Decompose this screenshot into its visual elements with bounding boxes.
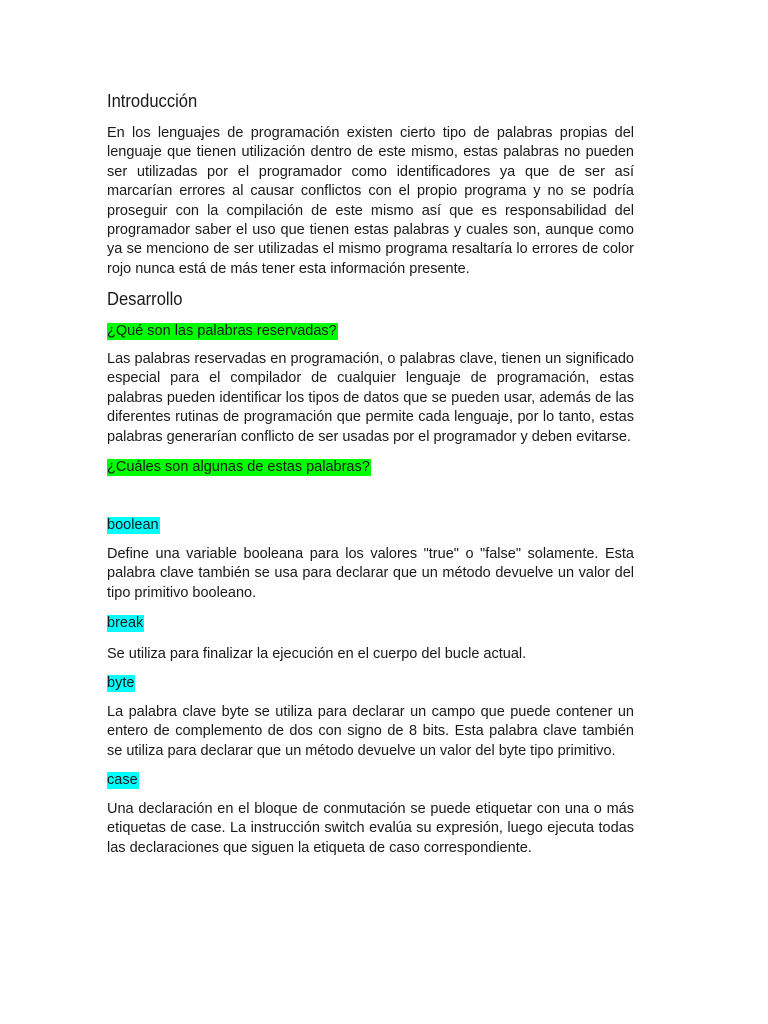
keyword-case-description: Una declaración en el bloque de conmutación se puede etiquetar con una o más etiquetas de case. La instrucción switch evalúa su expresión, luego ejecuta todas las declaraciones que siguen la etiqueta de caso correspondiente.	[107, 801, 634, 856]
question-highlight-text: ¿Qué son las palabras reservadas?	[107, 323, 337, 339]
keyword-case	[107, 771, 139, 790]
reserved-words-definition: Las palabras reservadas en programación, o palabras clave, tienen un significado especial para el compilador de cualquier lenguaje de programación, estas palabras pueden identificar los tipos de datos que se pueden usar, además de las diferentes rutinas de programación que permite cada lenguaje, por lo tanto, estas palabras generarían conflicto de ser usadas por el programador y deben evitarse.	[107, 351, 634, 445]
keyword-byte	[107, 674, 135, 693]
intro-heading: Introducción	[107, 91, 198, 111]
question-highlight-text: ¿Cuáles son algunas de estas palabras?	[107, 459, 370, 475]
development-heading: Desarrollo	[107, 289, 183, 309]
keyword-break-description: Se utiliza para finalizar la ejecución en el cuerpo del bucle actual.	[107, 646, 527, 662]
question-which-words	[107, 458, 371, 477]
keyword-term: boolean	[107, 517, 159, 533]
keyword-break	[107, 614, 144, 633]
question-what-are-reserved-words	[107, 322, 338, 341]
intro-paragraph: En los lenguajes de programación existen cierto tipo de palabras propias del lenguaje que tienen utilización dentro de este mismo, estas palabras no pueden ser utilizadas por el programador como identificadores ya que de ser así marcarían errores al causar conflictos con el propio programa y no se podría proseguir con la compilación de este mismo así que es responsabilidad del programador saber el uso que tienen estas palabras y cuales son, aunque como ya se menciono de ser utilizadas el mismo programa resaltaría lo errores de color rojo nunca está de más tener esta información presente.	[107, 125, 634, 277]
keyword-byte-description: La palabra clave byte se utiliza para declarar un campo que puede contener un entero de complemento de dos con signo de 8 bits. Esta palabra clave también se utiliza para declarar que un método devuelve un valor del byte tipo primitivo.	[107, 704, 634, 759]
keyword-term: break	[107, 615, 144, 631]
keyword-boolean	[107, 516, 160, 535]
keyword-term: byte	[107, 675, 135, 691]
keyword-term: case	[107, 772, 138, 788]
keyword-boolean-description: Define una variable booleana para los valores "true" o "false" solamente. Esta palabra clave también se usa para declarar que un método devuelve un valor del tipo primitivo booleano.	[107, 546, 634, 601]
